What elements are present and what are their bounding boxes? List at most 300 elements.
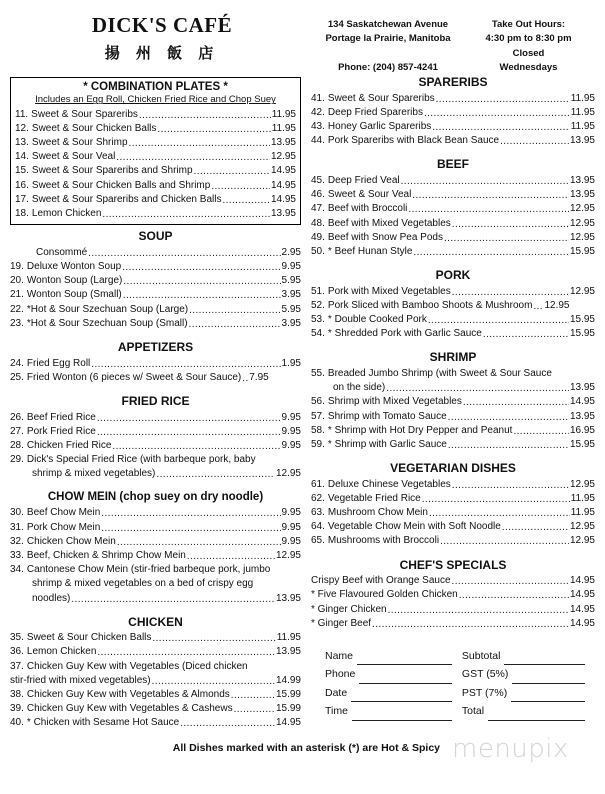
order-form xyxy=(311,647,595,721)
menu-item[interactable] xyxy=(311,438,595,452)
leader-dots xyxy=(97,649,275,660)
leader-dots xyxy=(428,316,569,327)
section-chefs-specials xyxy=(311,558,595,631)
menu-header xyxy=(0,0,605,75)
item-number: 11. xyxy=(15,108,29,120)
item-name: * Chicken with Sesame Hot Sauce xyxy=(26,717,180,729)
item-number: 49. xyxy=(311,231,325,243)
write-in-line[interactable] xyxy=(511,690,585,702)
menu-item[interactable] xyxy=(311,217,595,231)
leader-dots xyxy=(436,95,570,106)
leader-dots xyxy=(452,577,569,588)
item-number: 31. xyxy=(10,521,24,533)
item-number: 12. xyxy=(15,122,29,134)
item-number: 62. xyxy=(311,492,325,504)
item-name: Pork Sliced with Bamboo Shoots & Mushroom xyxy=(327,299,533,311)
section-title: VEGETARIAN DISHES xyxy=(390,461,516,476)
leader-dots xyxy=(401,177,569,188)
hours-column xyxy=(464,18,593,75)
menu-item[interactable] xyxy=(10,439,301,453)
leader-dots xyxy=(122,263,280,274)
section-title: SOUP xyxy=(138,229,173,244)
item-name: Beef with Snow Pea Pods xyxy=(327,231,443,243)
item-number: 24. xyxy=(10,357,24,369)
item-price: 9.95 xyxy=(281,439,301,451)
item-name: Deep Fried Spareribs xyxy=(327,106,423,118)
item-number: 46. xyxy=(311,189,325,201)
leader-dots xyxy=(189,306,280,317)
item-name: Beef with Mixed Vegetables xyxy=(327,217,451,229)
item-number: 22. xyxy=(10,303,24,315)
item-name: *Hot & Sour Szechuan Soup (Large) xyxy=(26,303,189,315)
menu-item[interactable] xyxy=(311,299,595,313)
menu-item[interactable] xyxy=(311,174,595,188)
item-name: Wonton Soup (Large) xyxy=(26,275,123,287)
item-name: Fried Egg Roll xyxy=(26,357,91,369)
form-field-date[interactable] xyxy=(325,684,462,702)
item-number: 48. xyxy=(311,217,325,229)
item-name: Deluxe Wonton Soup xyxy=(26,261,122,272)
item-price: 13.95 xyxy=(569,410,595,422)
menu-item-continuation xyxy=(10,674,301,688)
item-name: Pork Chow Mein xyxy=(26,521,101,533)
item-number: 52. xyxy=(311,299,325,311)
item-number: 15. xyxy=(15,165,29,177)
item-number: 27. xyxy=(10,425,24,437)
address-line-1: 134 Saskatchewan Avenue xyxy=(327,19,449,30)
leader-dots xyxy=(97,428,281,439)
menu-item[interactable] xyxy=(10,660,301,674)
menu-item[interactable] xyxy=(311,313,595,327)
menu-item[interactable] xyxy=(311,231,595,245)
item-price: 2.95 xyxy=(281,246,301,258)
leader-dots xyxy=(234,705,275,716)
menu-column-right xyxy=(305,75,595,731)
item-price: 12.95 xyxy=(569,521,595,533)
form-field-subtotal[interactable] xyxy=(462,647,595,665)
menu-item[interactable] xyxy=(311,188,595,202)
item-name: Vegetable Fried Rice xyxy=(327,492,421,504)
leader-dots xyxy=(483,330,569,341)
item-name: Shrimp with Tomato Sauce xyxy=(327,410,447,422)
item-number: 43. xyxy=(311,120,325,132)
menu-item[interactable] xyxy=(15,207,296,221)
form-field-total[interactable] xyxy=(462,702,595,720)
form-field-name[interactable] xyxy=(325,647,462,665)
item-number: 25. xyxy=(10,371,24,383)
item-price: 13.95 xyxy=(569,135,595,147)
write-in-line[interactable] xyxy=(488,709,585,721)
menu-item[interactable] xyxy=(311,106,595,120)
leader-dots xyxy=(372,620,569,631)
write-in-line[interactable] xyxy=(351,690,452,702)
leader-dots xyxy=(412,191,569,202)
item-price: 11.95 xyxy=(271,122,296,134)
item-number: 30. xyxy=(10,507,24,519)
menu-item[interactable] xyxy=(10,631,301,645)
item-price: 12.95 xyxy=(569,231,595,243)
menu-item[interactable] xyxy=(10,288,301,302)
leader-dots xyxy=(129,139,270,150)
item-price: 15.95 xyxy=(569,314,595,326)
leader-dots xyxy=(156,470,275,481)
item-name: Lemon Chicken xyxy=(31,208,102,220)
item-price: 11.95 xyxy=(570,507,595,519)
item-price: 14.95 xyxy=(270,165,296,177)
item-name: *Hot & Sour Szechuan Soup (Small) xyxy=(26,317,188,329)
leader-dots xyxy=(157,125,270,136)
item-name: Mushroom Chow Mein xyxy=(327,507,428,519)
menu-item[interactable] xyxy=(10,317,301,331)
menu-item[interactable] xyxy=(10,645,301,659)
item-name: * Shrimp with Garlic Sauce xyxy=(327,438,447,450)
leader-dots xyxy=(440,538,569,549)
menu-item[interactable] xyxy=(10,535,301,549)
item-name: Beef Fried Rice xyxy=(26,411,96,423)
field-label: Name xyxy=(325,650,354,662)
item-name: Crispy Beef with Orange Sauce xyxy=(311,575,451,587)
form-field-phone[interactable] xyxy=(325,665,462,683)
menu-item[interactable] xyxy=(15,193,296,207)
leader-dots xyxy=(388,606,569,617)
leader-dots xyxy=(102,210,270,221)
leader-dots xyxy=(97,414,281,425)
item-price: 12.95 xyxy=(569,478,595,490)
item-price: 16.95 xyxy=(569,424,595,436)
form-field-pst[interactable] xyxy=(462,684,595,702)
item-number: 45. xyxy=(311,174,325,186)
menu-item[interactable] xyxy=(311,327,595,341)
menu-item[interactable] xyxy=(311,245,595,259)
item-number: 16. xyxy=(15,179,29,191)
item-price: 5.95 xyxy=(281,275,301,287)
leader-dots xyxy=(452,220,569,231)
field-label: Total xyxy=(461,705,485,718)
leader-dots xyxy=(189,320,281,331)
item-number: 34. xyxy=(10,564,24,576)
item-price: 12.95 xyxy=(275,468,301,480)
field-label: Subtotal xyxy=(461,650,501,662)
leader-dots xyxy=(422,495,570,506)
leader-dots xyxy=(116,153,270,164)
item-number: 54. xyxy=(311,328,325,340)
item-price: 9.95 xyxy=(281,425,301,437)
item-number: 23. xyxy=(10,317,24,329)
leader-dots xyxy=(112,442,280,453)
menu-item[interactable] xyxy=(10,521,301,535)
item-price: 7.95 xyxy=(249,371,269,383)
leader-dots xyxy=(448,441,569,452)
address-line-2: Portage la Prairie, Manitoba xyxy=(325,33,451,45)
leader-dots xyxy=(413,248,569,259)
leader-dots xyxy=(408,206,569,217)
menu-item[interactable] xyxy=(10,303,301,317)
form-field-gst[interactable] xyxy=(462,665,595,683)
item-price: 14.95 xyxy=(270,193,296,205)
leader-dots xyxy=(139,111,271,122)
section-title: SHRIMP xyxy=(429,350,477,365)
section-pork xyxy=(311,268,595,341)
leader-dots xyxy=(452,481,569,492)
item-price: 12.95 xyxy=(270,151,296,163)
menu-item[interactable] xyxy=(311,134,595,148)
item-price: 15.99 xyxy=(275,689,301,701)
leader-dots xyxy=(101,524,280,535)
item-name: Honey Garlic Spareribs xyxy=(327,120,432,132)
write-in-line[interactable] xyxy=(352,709,452,721)
phone-number[interactable]: Phone: (204) 857-4241 xyxy=(338,61,438,73)
write-in-line[interactable] xyxy=(504,653,585,665)
leader-dots xyxy=(242,374,248,385)
menu-item[interactable] xyxy=(10,453,301,467)
menu-item[interactable] xyxy=(311,395,595,409)
item-price: 14.95 xyxy=(275,717,301,729)
leader-dots xyxy=(444,234,569,245)
menu-item[interactable] xyxy=(311,202,595,216)
leader-dots xyxy=(513,427,569,438)
item-number: 29. xyxy=(10,454,24,466)
menu-footer xyxy=(0,734,605,772)
item-price: 13.95 xyxy=(275,646,301,658)
item-name: Beef, Chicken & Shrimp Chow Mein xyxy=(26,549,186,561)
field-label: Time xyxy=(325,705,348,718)
menu-item[interactable] xyxy=(15,179,296,193)
menu-item[interactable] xyxy=(10,425,301,439)
menu-item[interactable] xyxy=(10,688,301,702)
brand-block xyxy=(12,8,312,63)
item-name: * Double Cooked Pork xyxy=(327,314,427,326)
leader-dots xyxy=(194,168,270,179)
menu-item[interactable] xyxy=(10,563,301,577)
menu-item[interactable] xyxy=(15,136,296,150)
menu-item[interactable] xyxy=(10,411,301,425)
menu-item[interactable] xyxy=(10,246,301,260)
item-number: 57. xyxy=(311,410,325,422)
leader-dots xyxy=(500,137,569,148)
leader-dots xyxy=(459,592,569,603)
item-price: 9.95 xyxy=(281,261,301,272)
item-price: 9.95 xyxy=(281,521,301,533)
menu-item[interactable] xyxy=(311,617,595,631)
menu-item[interactable] xyxy=(10,702,301,716)
leader-dots xyxy=(71,595,275,606)
write-in-line[interactable] xyxy=(359,672,452,684)
menu-item[interactable] xyxy=(311,424,595,438)
item-name: Mushrooms with Broccoli xyxy=(327,535,440,547)
menu-item[interactable] xyxy=(311,478,595,492)
menu-item[interactable] xyxy=(311,492,595,506)
leader-dots xyxy=(152,677,275,688)
menu-item[interactable] xyxy=(15,108,296,122)
menu-item-continuation xyxy=(311,381,595,395)
section-combination-plates xyxy=(10,77,301,225)
item-name: Sweet & Sour Shrimp xyxy=(31,137,128,149)
item-price: 3.95 xyxy=(281,317,301,329)
item-number: 18. xyxy=(15,208,29,220)
menu-item[interactable] xyxy=(10,549,301,563)
menu-item[interactable] xyxy=(10,260,301,274)
section-chicken xyxy=(10,615,301,731)
item-name: Vegetable Chow Mein with Soft Noodle xyxy=(327,521,501,533)
item-price: 12.95 xyxy=(569,203,595,215)
item-number: 41. xyxy=(311,92,325,104)
item-price: 13.95 xyxy=(569,189,595,201)
menu-item[interactable] xyxy=(311,120,595,134)
item-name: Beef with Broccoli xyxy=(327,203,408,215)
item-price: 13.95 xyxy=(569,382,595,394)
item-name-continued: shrimp & mixed vegetables) xyxy=(32,468,156,480)
item-name: * Shrimp with Hot Dry Pepper and Peanut xyxy=(327,424,513,436)
section-title: SPARERIBS xyxy=(418,75,488,89)
item-name: * Ginger Beef xyxy=(311,617,372,629)
item-name: Wonton Soup (Small) xyxy=(26,289,122,301)
item-number: 28. xyxy=(10,439,24,451)
leader-dots xyxy=(152,634,275,645)
item-price: 11.95 xyxy=(570,492,595,504)
leader-dots xyxy=(123,292,281,303)
item-number: 14. xyxy=(15,151,29,163)
item-price: 12.95 xyxy=(569,285,595,297)
item-name: * Shredded Pork with Garlic Sauce xyxy=(327,328,482,340)
order-form-total-fields xyxy=(462,647,595,721)
item-price: 15.95 xyxy=(569,245,595,257)
item-price: 13.95 xyxy=(569,174,595,186)
menu-item[interactable] xyxy=(311,410,595,424)
item-number: 20. xyxy=(10,275,24,287)
leader-dots xyxy=(180,720,275,731)
item-number: 21. xyxy=(10,289,24,301)
item-name: Sweet & Sour Spareribs xyxy=(327,92,435,104)
address-column xyxy=(312,18,464,75)
leader-dots xyxy=(231,691,275,702)
section-title: FRIED RICE xyxy=(121,393,190,408)
item-price: 5.95 xyxy=(281,303,301,315)
section-title: CHEF'S SPECIALS xyxy=(399,557,507,572)
contact-info-block xyxy=(312,8,593,75)
item-number: 64. xyxy=(311,521,325,533)
menu-item-continuation xyxy=(10,467,301,481)
item-number: 56. xyxy=(311,396,325,408)
menu-item-continuation: shrimp & mixed vegetables on a bed of crispy egg xyxy=(32,578,254,590)
item-name: Chicken Guy Kew with Vegetables (Diced chicken xyxy=(26,660,248,672)
item-name: Sweet & Sour Spareribs and Shrimp xyxy=(31,165,193,177)
leader-dots xyxy=(187,552,275,563)
menu-item[interactable] xyxy=(10,274,301,288)
item-name-continued: on the side) xyxy=(333,382,386,394)
item-name: Sweet & Sour Chicken Balls and Shrimp xyxy=(31,179,211,191)
menu-item[interactable] xyxy=(311,588,595,602)
leader-dots xyxy=(533,302,543,313)
item-name: Chicken Chow Mein xyxy=(26,535,116,547)
menu-item[interactable] xyxy=(311,506,595,520)
form-field-time[interactable] xyxy=(325,702,462,720)
item-name: Sweet & Sour Chicken Balls xyxy=(31,122,157,134)
item-name: * Ginger Chicken xyxy=(311,603,387,615)
item-price: 11.95 xyxy=(570,120,595,132)
item-price: 12.95 xyxy=(569,217,595,229)
item-price: 11.95 xyxy=(276,632,301,644)
section-soup xyxy=(10,229,301,331)
menupix-watermark: menupix xyxy=(452,734,569,764)
leader-dots xyxy=(463,399,569,410)
menu-item[interactable] xyxy=(311,92,595,106)
menu-item[interactable] xyxy=(10,716,301,730)
write-in-line[interactable] xyxy=(512,672,585,684)
leader-dots xyxy=(91,360,280,371)
item-number: 59. xyxy=(311,438,325,450)
section-spareribs xyxy=(311,75,595,148)
menu-item[interactable] xyxy=(15,150,296,164)
item-price: 9.95 xyxy=(281,535,301,547)
item-number: 38. xyxy=(10,689,24,701)
leader-dots xyxy=(211,182,270,193)
menu-item[interactable] xyxy=(311,603,595,617)
item-name: Beef Chow Mein xyxy=(26,507,101,519)
item-price: 14.99 xyxy=(275,674,301,686)
item-name: Pork with Mixed Vegetables xyxy=(327,285,451,297)
item-number: 58. xyxy=(311,424,325,436)
write-in-line[interactable] xyxy=(357,653,452,665)
item-name: Shrimp with Mixed Vegetables xyxy=(327,396,462,408)
item-name: * Five Flavoured Golden Chicken xyxy=(311,589,458,601)
menu-item[interactable] xyxy=(10,506,301,520)
section-chow-mein xyxy=(10,490,301,605)
item-number: 40. xyxy=(10,717,24,729)
item-price: 15.95 xyxy=(569,328,595,340)
combination-items xyxy=(15,108,296,222)
item-name: Chicken Fried Rice xyxy=(26,439,112,451)
item-number: 37. xyxy=(10,660,24,672)
item-number: 51. xyxy=(311,285,325,297)
menu-item[interactable] xyxy=(15,164,296,178)
item-name: Deep Fried Veal xyxy=(327,174,400,186)
leader-dots xyxy=(101,510,280,521)
item-price: 14.95 xyxy=(569,396,595,408)
item-name: Lemon Chicken xyxy=(26,646,97,658)
item-price: 14.95 xyxy=(569,589,595,601)
item-number: 47. xyxy=(311,203,325,215)
item-number: 63. xyxy=(311,507,325,519)
item-number: 65. xyxy=(311,535,325,547)
restaurant-name: DICK'S CAFÉ xyxy=(91,13,233,37)
menu-item[interactable] xyxy=(311,367,595,381)
menu-item[interactable] xyxy=(311,534,595,548)
item-price: 9.95 xyxy=(281,507,301,519)
menu-item[interactable] xyxy=(311,285,595,299)
item-name-continued: stir-fried with mixed vegetables) xyxy=(10,674,151,686)
item-name: Sweet & Sour Spareribs xyxy=(31,108,138,120)
menu-item[interactable] xyxy=(311,520,595,534)
menu-item[interactable] xyxy=(15,122,296,136)
item-name: Consommé xyxy=(36,246,88,258)
leader-dots xyxy=(452,288,569,299)
item-price: 14.95 xyxy=(569,603,595,615)
item-price: 15.95 xyxy=(569,438,595,450)
menu-item[interactable] xyxy=(311,574,595,588)
item-name: Fried Wonton (6 pieces w/ Sweet & Sour Sauce) xyxy=(26,371,242,383)
item-number: 33. xyxy=(10,549,24,561)
item-price: 13.95 xyxy=(270,208,296,220)
item-number: 39. xyxy=(10,703,24,715)
item-price: 13.95 xyxy=(270,137,296,149)
section-title: * COMBINATION PLATES * xyxy=(83,81,228,93)
menu-item[interactable] xyxy=(10,357,301,371)
item-name: Sweet & Sour Spareribs and Chicken Balls xyxy=(31,193,222,205)
menu-column-left xyxy=(10,75,305,731)
menu-item[interactable] xyxy=(10,371,301,385)
item-number: 36. xyxy=(10,646,24,658)
section-fried-rice xyxy=(10,394,301,482)
